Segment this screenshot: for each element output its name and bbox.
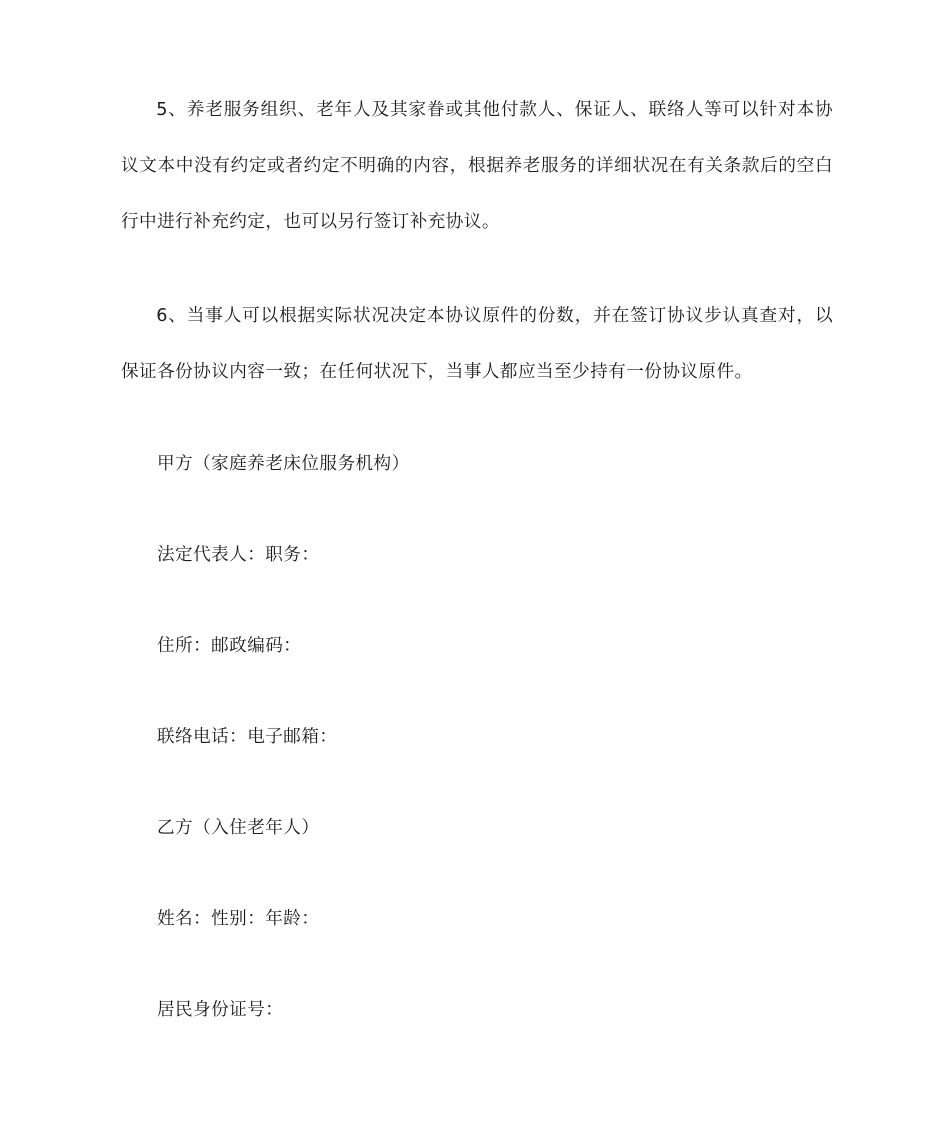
party-a-address-field: 住所：邮政编码： <box>157 636 302 656</box>
party-a-contact-field: 联络电话：电子邮箱： <box>157 727 338 747</box>
party-a-heading: 甲方（家庭养老床位服务机构） <box>157 454 410 474</box>
paragraph-clause-5: 5、养老服务组织、老年人及其家眷或其他付款人、保证人、联络人等可以针对本协议文本中没有约定或者约定不明确的内容，根据养老服务的详细状况在有关条款后的空白行中进行补充约定，也可以另行签订补充协议。 <box>121 100 833 232</box>
party-b-id-number-field: 居民身份证号： <box>157 1000 284 1020</box>
party-b-heading: 乙方（入住老年人） <box>157 818 320 838</box>
paragraph-clause-6: 6、当事人可以根据实际状况决定本协议原件的份数，并在签订协议步认真查对，以保证各份协议内容一致；在任何状况下，当事人都应当至少持有一份协议原件。 <box>121 306 833 382</box>
party-a-legal-rep-field: 法定代表人：职务： <box>157 545 320 565</box>
party-b-name-gender-age-field: 姓名：性别：年龄： <box>157 909 320 929</box>
